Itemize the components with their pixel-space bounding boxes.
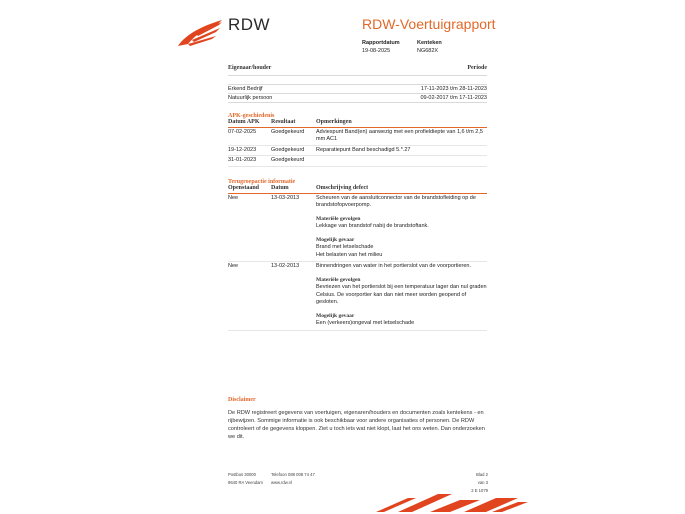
period-heading: Periode (467, 65, 487, 71)
license-plate-value: NG682X (417, 47, 439, 54)
apk-result: Goedgekeurd (271, 128, 305, 135)
apk-heading: APK-geschiedenis (228, 113, 275, 119)
owner-type: Erkend Bedrijf (228, 86, 263, 92)
possible-danger-item: Het belasten van het milieu (316, 251, 383, 258)
disclaimer-text: De RDW registreert gegevens van voertuigen, eigenaren/houders en documenten zoals kentekens - en rijbewijzen. Sommige informatie is ook beschikbaar voor andere organisaties of personen. De RDW controleert of de gegevens kloppen. Ziet u toch iets wat niet klopt, laat het ons weten. Dan onderzoeken we dit. (228, 410, 485, 440)
decorative-stripes-icon (368, 490, 528, 514)
brand-name: RDW (228, 15, 271, 34)
material-consequences: Lekkage van brandstof nabij de brandstoftank. (316, 223, 429, 229)
recall-description: Binnendringen van water in het portierslot van de voorportieren. (316, 263, 472, 269)
recall-date: 13-03-2013 (271, 194, 300, 201)
apk-table-header (228, 119, 487, 127)
license-plate-block (417, 40, 442, 55)
table-row (228, 128, 487, 146)
recall-date: 13-02-2013 (271, 263, 300, 269)
owner-row (228, 84, 487, 93)
apk-date: 31-01-2023 (228, 157, 257, 163)
apk-result: Goedgekeurd (271, 146, 305, 153)
owner-period: 17-11-2023 t/m 28-11-2023 (420, 86, 487, 92)
recall-open: Nee (228, 263, 239, 269)
possible-danger-label: Mogelijk gevaar (316, 312, 355, 319)
recall-details (316, 263, 487, 328)
possible-danger-item: Brand met letselschade (316, 244, 374, 250)
owner-row (228, 93, 487, 103)
apk-remark: Reparatiepunt Band beschadigd 5.*.27 (316, 146, 411, 153)
apk-col-result: Resultaat (271, 119, 296, 125)
footer-website-link[interactable]: www.rdw.nl (271, 480, 292, 485)
apk-remark (316, 157, 487, 165)
report-date-block (362, 40, 400, 55)
recall-col-open: Openstaand (228, 185, 260, 191)
table-row (228, 262, 487, 331)
footer-code: 2 E 1079 (471, 488, 488, 493)
recall-col-description: Omschrijving defect (316, 185, 369, 191)
footer-address (228, 471, 263, 487)
license-plate-label: Kenteken (417, 40, 442, 46)
report-title: RDW-Voertuigrapport (362, 16, 496, 32)
material-consequences-label: Materiële gevolgen (316, 215, 361, 222)
report-date-label: Rapportdatum (362, 40, 400, 46)
rdw-logo-icon (176, 18, 224, 48)
table-row (228, 194, 487, 263)
apk-date: 07-02-2025 (228, 128, 257, 135)
table-row (228, 156, 487, 167)
footer-phone: Telefoon 088 008 74 47 (271, 472, 315, 477)
recall-col-date: Datum (271, 185, 289, 191)
owner-period: 09-02-2017 t/m 17-11-2023 (420, 95, 487, 101)
report-date-value: 19-08-2025 (362, 47, 391, 54)
recall-heading: Terugroepactie informatie (228, 179, 296, 185)
owner-type: Natuurlijk persoon (228, 95, 273, 101)
material-consequences-label: Materiële gevolgen (316, 276, 361, 283)
footer-city: 9640 RA Veendam (228, 480, 263, 485)
recall-section (228, 179, 487, 331)
table-row (228, 146, 487, 157)
apk-result: Goedgekeurd (271, 157, 305, 163)
possible-danger-label: Mogelijk gevaar (316, 236, 355, 243)
disclaimer-title: Disclaimer (228, 397, 256, 403)
footer-page-number: Blad 2 van 3 (476, 472, 488, 485)
apk-remark: Adviespunt Band(en) aanwezig met een profieldiepte van 1,6 t/m 2,5 mm AC1 (316, 128, 483, 142)
apk-section (228, 113, 487, 167)
recall-description: Scheuren van de aansluitconnector van de brandstofleiding op de brandstofopvoerpomp. (316, 194, 476, 208)
apk-col-date: Datum APK (228, 119, 260, 125)
owners-heading: Eigenaar/houder (228, 65, 272, 71)
owners-section (228, 64, 487, 103)
recall-details (316, 195, 487, 260)
recall-table-header (228, 185, 487, 193)
material-consequences: Bevriezen van het portierslot bij een temperatuur lager dan nul graden Celsius. De voorportier kan dan niet meer worden geopend of gesloten. (316, 284, 487, 305)
apk-date: 19-12-2023 (228, 146, 257, 153)
recall-open: Nee (228, 194, 239, 201)
apk-col-remarks: Opmerkingen (316, 119, 352, 125)
possible-danger-item: Een (verkeers)ongeval met letselschade (316, 320, 415, 326)
footer-postbus: Postbus 30000 (228, 472, 256, 477)
footer-contact (271, 471, 315, 487)
